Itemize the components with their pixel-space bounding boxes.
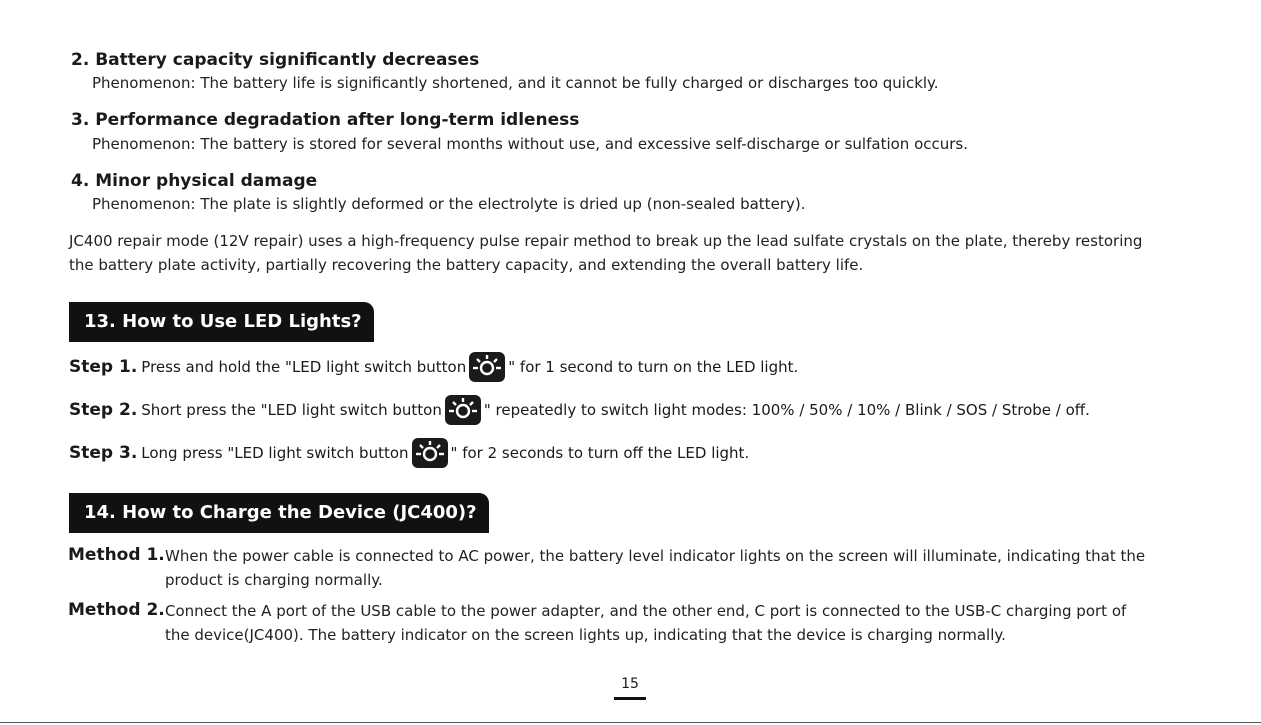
repair-paragraph-line2: the battery plate activity, partially recovering the battery capacity, and extending the overall battery life. — [69, 256, 864, 274]
page-bottom-divider — [0, 722, 1261, 723]
step-1-text-after: " for 1 second to turn on the LED light. — [508, 358, 799, 376]
issue-title-2: 2. Battery capacity significantly decreases — [71, 50, 480, 70]
step-1-text-before: Press and hold the "LED light switch button — [141, 358, 467, 376]
step-2-text-before: Short press the "LED light switch button — [141, 401, 442, 419]
step-3-text-before: Long press "LED light switch button — [141, 444, 409, 462]
method-1-label: Method 1. — [68, 545, 165, 565]
method-2-line2: the device(JC400). The battery indicator on the screen lights up, indicating that the device is charging normally. — [165, 626, 1006, 644]
method-1-line2: product is charging normally. — [165, 571, 383, 589]
issue-desc-4: Phenomenon: The plate is slightly deformed or the electrolyte is dried up (non-sealed battery). — [92, 195, 806, 213]
repair-paragraph-line1: JC400 repair mode (12V repair) uses a high-frequency pulse repair method to break up the lead sulfate crystals on the plate, thereby restoring — [69, 232, 1143, 250]
issue-desc-3: Phenomenon: The battery is stored for several months without use, and excessive self-discharge or sulfation occurs. — [92, 135, 968, 153]
step-3-label: Step 3. — [69, 443, 138, 463]
led-light-switch-icon — [445, 395, 481, 425]
step-1 — [69, 352, 798, 382]
page-number-underline — [614, 697, 646, 700]
method-2-label: Method 2. — [68, 600, 165, 620]
section-14-header: 14. How to Charge the Device (JC400)? — [69, 493, 489, 533]
step-2 — [69, 395, 1090, 425]
page-number: 15 — [621, 676, 639, 692]
method-1-line1: When the power cable is connected to AC power, the battery level indicator lights on the screen will illuminate, indicating that the — [165, 547, 1146, 565]
step-3 — [69, 438, 749, 468]
led-light-switch-icon — [412, 438, 448, 468]
step-3-text-after: " for 2 seconds to turn off the LED light. — [450, 444, 750, 462]
section-13-header: 13. How to Use LED Lights? — [69, 302, 374, 342]
step-2-text-after: " repeatedly to switch light modes: 100% / 50% / 10% / Blink / SOS / Strobe / off. — [483, 401, 1090, 419]
issue-desc-2: Phenomenon: The battery life is significantly shortened, and it cannot be fully charged or discharges too quickly. — [92, 74, 939, 92]
issue-title-3: 3. Performance degradation after long-term idleness — [71, 110, 580, 130]
method-2-line1: Connect the A port of the USB cable to the power adapter, and the other end, C port is connected to the USB-C charging port of — [165, 602, 1127, 620]
step-2-label: Step 2. — [69, 400, 138, 420]
step-1-label: Step 1. — [69, 357, 138, 377]
issue-title-4: 4. Minor physical damage — [71, 171, 318, 191]
led-light-switch-icon — [469, 352, 505, 382]
